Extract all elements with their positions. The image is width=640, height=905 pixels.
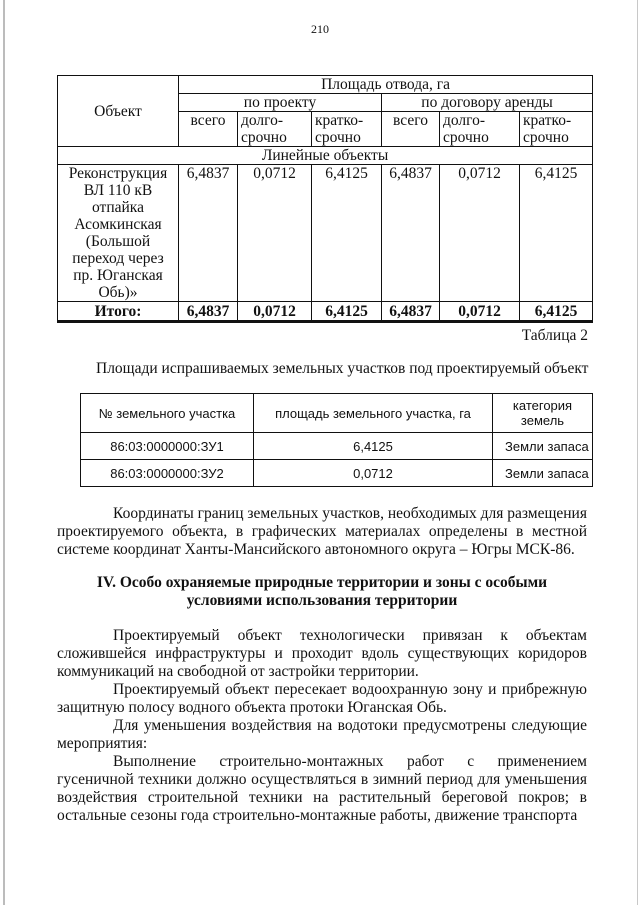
header-plot-area: площадь земельного участка, га	[254, 394, 493, 433]
total-value: 6,4125	[312, 302, 382, 322]
cell-value: 0,0712	[238, 165, 312, 302]
cell-value: 6,4125	[312, 165, 382, 302]
header-short-term: кратко-срочно	[520, 112, 593, 147]
table-header-row	[81, 394, 593, 433]
scan-edge-left	[3, 0, 5, 905]
total-row	[58, 302, 593, 322]
header-by-lease: по договору аренды	[382, 94, 593, 112]
section-heading	[57, 574, 587, 610]
table-row	[81, 460, 593, 487]
plot-area: 0,0712	[254, 460, 493, 487]
paragraph-text: Проектируемый объект пересекает водоохранную зону и прибрежную защитную полосу водного объекта протоки Юганская Обь.	[57, 681, 587, 716]
table-title: Площади испрашиваемых земельных участков под проектируемый объект	[96, 360, 589, 377]
paragraph-text: Проектируемый объект технологически привязан к объектам сложившейся инфраструктуры и проходит вдоль существующих коридоров коммуникаций на свободной от застройки территории.	[57, 627, 587, 680]
body-paragraph	[57, 753, 587, 825]
body-paragraph	[57, 627, 587, 681]
total-value: 6,4837	[179, 302, 238, 322]
paragraph-text: Для уменьшения воздействия на водотоки предусмотрены следующие мероприятия:	[57, 717, 587, 752]
cell-value: 6,4837	[382, 165, 440, 302]
paragraph-text: Координаты границ земельных участков, необходимых для размещения проектируемого объекта, в графических материалах определены в местной системе координат Ханты-Мансийского автономного округа – Югры МСК-86.	[57, 505, 587, 558]
total-value: 6,4125	[520, 302, 593, 322]
header-object: Объект	[58, 76, 179, 147]
table-row	[58, 165, 593, 302]
coordinates-paragraph	[57, 505, 587, 559]
header-long-term: долго-срочно	[440, 112, 520, 147]
land-category: Земли запаса	[493, 460, 593, 487]
page-number: 210	[311, 22, 329, 36]
table-label: Таблица 2	[521, 327, 588, 344]
total-value: 0,0712	[238, 302, 312, 322]
header-area: Площадь отвода, га	[179, 76, 593, 94]
header-land-category: категория земель	[493, 394, 593, 433]
paragraph-text: Выполнение строительно-монтажных работ с применением гусеничной техники должно осуществляться в зимний период для уменьшения воздействия строительной техники на растительный береговой покров; в остальные сезоны года строительно-монтажные работы, движение транспорта	[57, 753, 587, 824]
header-by-project: по проекту	[179, 94, 382, 112]
total-label: Итого:	[58, 302, 179, 322]
cell-value: 0,0712	[440, 165, 520, 302]
section-title-line: условиями использования территории	[186, 592, 458, 609]
cell-value: 6,4837	[179, 165, 238, 302]
scan-edge-right	[637, 0, 638, 905]
header-total: всего	[382, 112, 440, 147]
land-category: Земли запаса	[493, 433, 593, 460]
section-label: Линейные объекты	[58, 147, 593, 165]
plot-number: 86:03:0000000:ЗУ1	[81, 433, 254, 460]
header-plot-number: № земельного участка	[81, 394, 254, 433]
section-row	[58, 147, 593, 165]
header-long-term: долго-срочно	[238, 112, 312, 147]
section-title-line: IV. Особо охраняемые природные территории и зоны с особыми	[96, 574, 548, 591]
land-allocation-table	[57, 75, 593, 323]
land-plots-table	[80, 393, 593, 487]
plot-number: 86:03:0000000:ЗУ2	[81, 460, 254, 487]
body-paragraph	[57, 717, 587, 753]
object-name: Реконструкция ВЛ 110 кВ отпайка Асомкинская (Большой переход через пр. Юганская Обь)»	[58, 165, 179, 302]
body-paragraph	[57, 681, 587, 717]
total-value: 0,0712	[440, 302, 520, 322]
header-short-term: кратко-срочно	[312, 112, 382, 147]
total-value: 6,4837	[382, 302, 440, 322]
table-header-row	[58, 76, 593, 94]
cell-value: 6,4125	[520, 165, 593, 302]
plot-area: 6,4125	[254, 433, 493, 460]
header-total: всего	[179, 112, 238, 147]
table-row	[81, 433, 593, 460]
